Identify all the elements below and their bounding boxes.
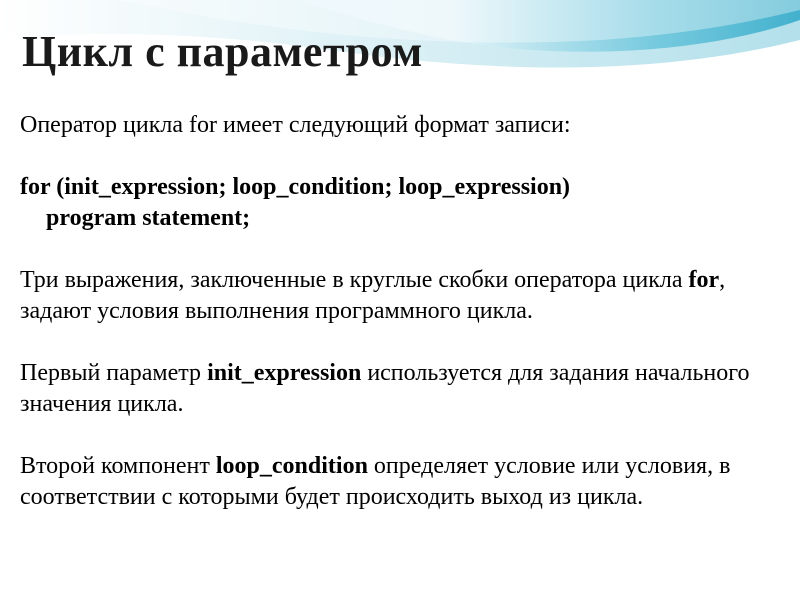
intro-text: Оператор цикла for имеет следующий формат записи: [20,112,571,138]
p2-text-start: Первый параметр [20,360,208,386]
p2-keyword: init_expression [207,360,362,386]
p2-text-end: используется для задания начального значения цикла. [20,360,750,417]
paragraph-expressions [20,265,790,327]
paragraph-init [20,358,790,420]
syntax-line-2: program statement; [46,205,251,231]
paragraph-condition [20,451,790,513]
p1-text-end: , задают условия выполнения программного цикла. [20,267,726,324]
p3-text-start: Второй компонент [20,453,216,479]
p3-text-end: определяет условие или условия, в соответствии с которыми будет происходить выход из цикла. [20,453,731,510]
p3-keyword: loop_condition [215,453,368,479]
slide-body [20,110,790,544]
p1-text-start: Три выражения, заключенные в круглые скобки оператора цикла [20,267,689,293]
syntax-line-1: for (init_expression; loop_condition; loop_expression) [20,174,571,200]
slide-title: Цикл с параметром [22,27,423,76]
for-syntax [20,172,790,234]
p1-keyword: for [688,267,720,293]
